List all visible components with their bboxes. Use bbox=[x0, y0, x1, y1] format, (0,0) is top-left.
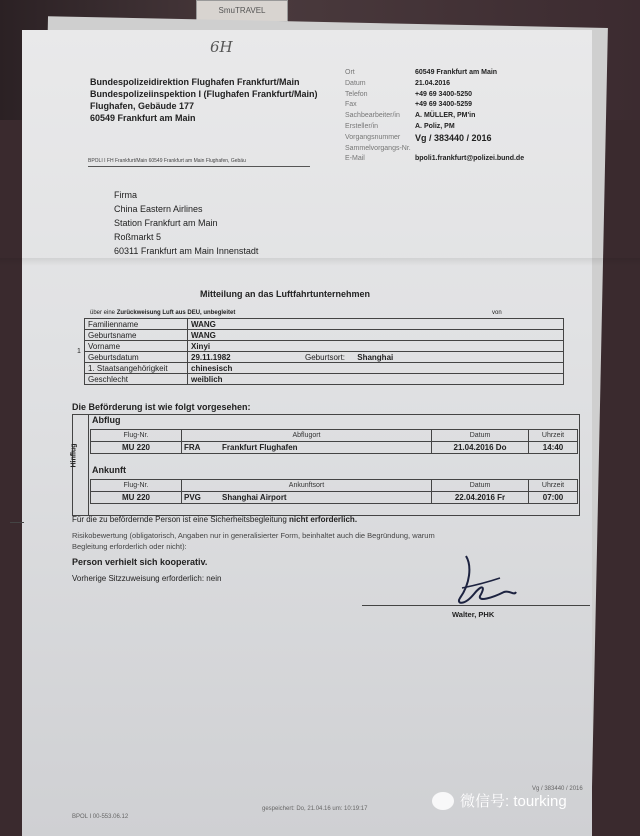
flight-box-divider bbox=[88, 414, 89, 515]
person-key: Geschlecht bbox=[85, 374, 188, 385]
risk-value: Person verhielt sich kooperativ. bbox=[72, 557, 208, 567]
flight-date: 21.04.2016 Do bbox=[432, 442, 529, 454]
abflug-label: Abflug bbox=[92, 415, 121, 425]
col-header: Flug-Nr. bbox=[91, 430, 182, 442]
recipient-line: Roßmarkt 5 bbox=[114, 232, 162, 242]
ankunft-label: Ankunft bbox=[92, 465, 126, 475]
person-extra bbox=[258, 341, 564, 352]
meta-value: 60549 Frankfurt am Main bbox=[415, 69, 498, 76]
meta-key: Ersteller/in bbox=[345, 122, 379, 130]
person-extra bbox=[258, 374, 564, 385]
table-row bbox=[85, 363, 564, 374]
person-extra bbox=[258, 352, 564, 363]
flight-date: 22.04.2016 Fr bbox=[432, 492, 529, 504]
meta-key: E-Mail bbox=[345, 155, 365, 163]
person-value: WANG bbox=[188, 330, 259, 341]
abflug-table bbox=[90, 429, 578, 454]
escort-value: nicht erforderlich. bbox=[289, 515, 358, 524]
table-row bbox=[85, 341, 564, 352]
meta-row bbox=[345, 79, 575, 90]
person-key: Vorname bbox=[85, 341, 188, 352]
person-value: chinesisch bbox=[188, 363, 259, 374]
paper-fold bbox=[0, 258, 640, 266]
table-row bbox=[91, 442, 578, 454]
meta-value: +49 69 3400-5250 bbox=[415, 90, 473, 98]
person-index: 1 bbox=[77, 348, 81, 355]
recipient-line: Station Frankfurt am Main bbox=[114, 218, 218, 228]
col-header: Uhrzeit bbox=[529, 430, 578, 442]
person-extra bbox=[258, 363, 564, 374]
meta-value: 21.04.2016 bbox=[415, 79, 451, 87]
meta-key: Ort bbox=[345, 69, 355, 76]
meta-key: Telefon bbox=[345, 90, 368, 98]
watermark-text: 微信号: tourking bbox=[460, 793, 567, 810]
meta-value: A. Poliz, PM bbox=[415, 122, 455, 130]
meta-value: Vg / 383440 / 2016 bbox=[415, 132, 492, 143]
footer-form-number: BPOL I 00-553.06.12 bbox=[72, 814, 129, 820]
flight-time: 14:40 bbox=[529, 442, 578, 454]
escort-note bbox=[72, 515, 357, 524]
meta-value: A. MÜLLER, PM'in bbox=[415, 112, 476, 120]
col-header: Datum bbox=[432, 430, 529, 442]
sender-line: Flughafen, Gebäude 177 bbox=[90, 101, 195, 111]
table-row bbox=[85, 374, 564, 385]
birthplace-value: Shanghai bbox=[357, 352, 394, 362]
sender-line: Bundespolizeiinspektion I (Flughafen Frankfurt/Main) bbox=[90, 89, 318, 99]
col-header: Ankunftsort bbox=[182, 480, 432, 492]
col-header: Abflugort bbox=[182, 430, 432, 442]
subject-line bbox=[90, 310, 235, 316]
person-table bbox=[84, 318, 564, 385]
airport-name: Shanghai Airport bbox=[220, 492, 432, 504]
return-address-line: BPOLI I FH Frankfurt/Main 60549 Frankfurt am Main Flughafen, Gebäu bbox=[88, 158, 310, 167]
table-row bbox=[85, 352, 564, 363]
meta-row bbox=[345, 144, 575, 155]
meta-row bbox=[345, 68, 575, 79]
person-key: Geburtsdatum bbox=[85, 352, 188, 363]
table-row bbox=[85, 319, 564, 330]
table-row bbox=[91, 492, 578, 504]
sender-line: 60549 Frankfurt am Main bbox=[90, 113, 196, 123]
table-row bbox=[91, 430, 578, 442]
seat-note: Vorherige Sitzzuweisung erforderlich: nein bbox=[72, 574, 222, 583]
col-header: Flug-Nr. bbox=[91, 480, 182, 492]
signature bbox=[452, 552, 522, 608]
document-title: Mitteilung an das Luftfahrtunternehmen bbox=[200, 289, 370, 299]
recipient-block bbox=[114, 188, 258, 258]
person-key: Geburtsname bbox=[85, 330, 188, 341]
meta-key: Datum bbox=[345, 79, 366, 87]
recipient-line: Firma bbox=[114, 190, 137, 200]
airport-name: Frankfurt Flughafen bbox=[220, 442, 432, 454]
meta-row bbox=[345, 90, 575, 101]
sender-line: Bundespolizeidirektion Flughafen Frankfurt/Main bbox=[90, 77, 300, 87]
meta-value: bpoli1.frankfurt@polizei.bund.de bbox=[415, 155, 525, 163]
subject-bold: Zurückweisung Luft aus DEU, unbegleitet bbox=[116, 310, 236, 316]
airport-code: FRA bbox=[182, 442, 221, 454]
escort-text: Für die zu befördernde Person ist eine Sicherheitsbegleitung bbox=[72, 515, 287, 524]
person-key: 1. Staatsangehörigkeit bbox=[85, 363, 188, 374]
person-key: Familienname bbox=[85, 319, 188, 330]
recipient-line: 60311 Frankfurt am Main Innenstadt bbox=[114, 246, 259, 256]
meta-key: Vorgangsnummer bbox=[345, 133, 401, 141]
meta-row bbox=[345, 122, 575, 133]
befoerderung-heading: Die Beförderung ist wie folgt vorgesehen: bbox=[72, 402, 251, 412]
person-value: weiblich bbox=[188, 374, 259, 385]
meta-key: Fax bbox=[345, 101, 357, 109]
person-extra bbox=[258, 330, 564, 341]
meta-row bbox=[345, 100, 575, 111]
meta-row bbox=[345, 111, 575, 122]
meta-key: Sachbearbeiter/in bbox=[345, 112, 400, 120]
person-extra bbox=[258, 319, 564, 330]
signature-name: Walter, PHK bbox=[452, 610, 495, 619]
wechat-icon bbox=[432, 792, 454, 810]
person-value: 29.11.1982 bbox=[188, 352, 259, 363]
meta-block bbox=[345, 68, 575, 165]
luggage-tag: SmuTRAVEL bbox=[196, 0, 288, 22]
meta-value: +49 69 3400-5259 bbox=[415, 101, 473, 109]
risk-note-line2: Begleitung erforderlich oder nicht): bbox=[72, 542, 187, 551]
risk-note-line1: Risikobewertung (obligatorisch, Angaben nur in generalisierter Form, beinhaltet auch die Begründung, warum bbox=[72, 531, 435, 540]
table-row bbox=[91, 480, 578, 492]
footer-saved: gespeichert: Do, 21.04.16 um: 10:19:17 bbox=[262, 806, 368, 812]
flight-number: MU 220 bbox=[91, 442, 182, 454]
flight-number: MU 220 bbox=[91, 492, 182, 504]
sender-block bbox=[90, 76, 318, 124]
fold-mark bbox=[10, 522, 24, 523]
person-value: Xinyi bbox=[188, 341, 259, 352]
col-header: Uhrzeit bbox=[529, 480, 578, 492]
birthplace-label: Geburtsort: bbox=[305, 352, 346, 362]
meta-row bbox=[345, 154, 575, 165]
airport-code: PVG bbox=[182, 492, 221, 504]
hinflug-label: Hinflug bbox=[70, 443, 78, 468]
meta-key: Sammelvorgangs-Nr. bbox=[345, 144, 411, 152]
person-value: WANG bbox=[188, 319, 259, 330]
table-row bbox=[85, 330, 564, 341]
meta-row bbox=[345, 133, 575, 144]
col-header: Datum bbox=[432, 480, 529, 492]
flight-time: 07:00 bbox=[529, 492, 578, 504]
handwritten-note: 6H bbox=[210, 38, 233, 56]
ankunft-table bbox=[90, 479, 578, 504]
signature-line bbox=[362, 605, 590, 606]
watermark bbox=[432, 790, 567, 811]
von-label: von bbox=[492, 310, 502, 316]
subject-prefix: über eine bbox=[90, 310, 116, 316]
recipient-line: China Eastern Airlines bbox=[114, 204, 203, 214]
footer-reference: Vg / 383440 / 2016 bbox=[532, 786, 583, 792]
